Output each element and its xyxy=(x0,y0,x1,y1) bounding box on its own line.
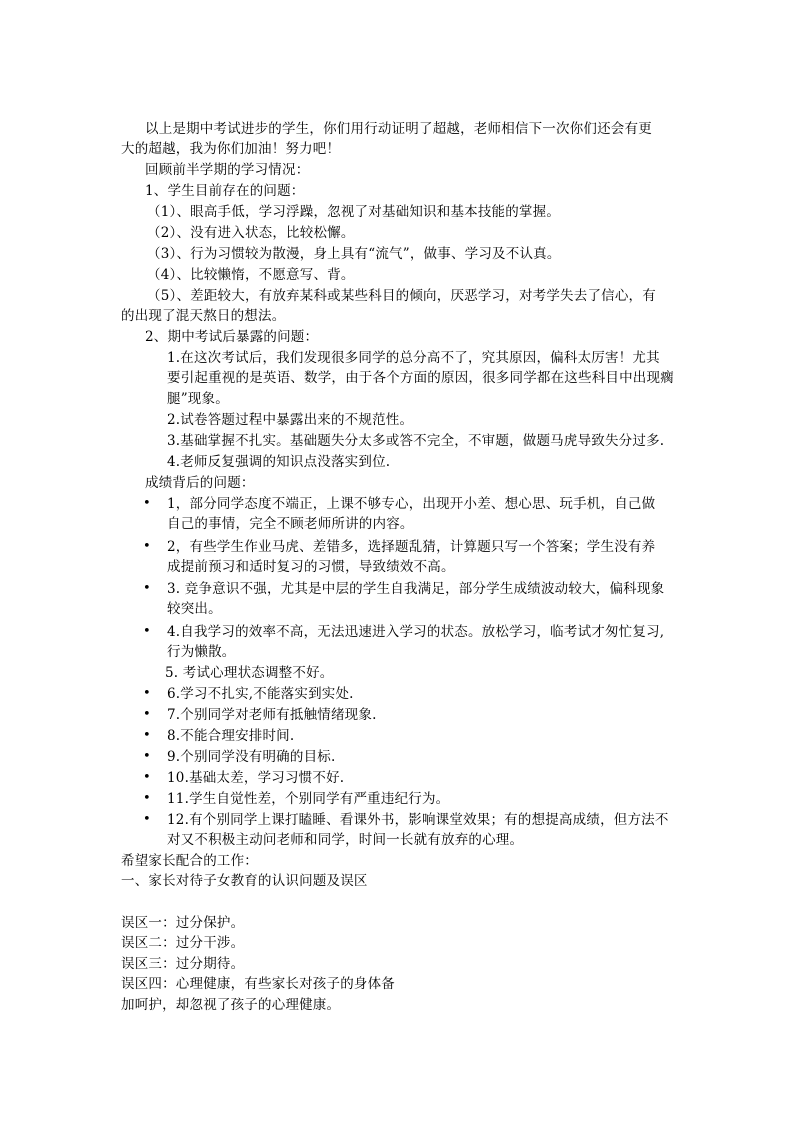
bullet-4-line-1: 4.自我学习的效率不高，无法迅速进入学习的状态。放松学习，临考试才匆忙复习, xyxy=(167,624,665,640)
parents-heading: 希望家长配合的工作： xyxy=(121,853,258,869)
bullet-8: 8.不能合理安排时间. xyxy=(167,728,295,744)
bullet-marker: • xyxy=(143,812,151,827)
intro-line-1: 以上是期中考试进步的学生，你们用行动证明了超越，老师相信下一次你们还会有更 xyxy=(145,121,652,137)
misconception-2: 误区二：过分干涉。 xyxy=(121,935,245,951)
review-heading: 回顾前半学期的学习情况： xyxy=(145,162,310,178)
bullet-marker: • xyxy=(143,496,151,511)
bullet-marker: • xyxy=(143,624,151,639)
bullet-12-line-1: 12.有个别同学上课打瞌睡、看课外书，影响课堂效果；有的想提高成绩，但方法不 xyxy=(167,812,669,828)
parents-subheading: 一、家长对待子女教育的认识问题及误区 xyxy=(121,873,368,889)
bullet-3-line-2: 较突出。 xyxy=(167,601,222,617)
bullet-11: 11.学生自觉性差，个别同学有严重违纪行为。 xyxy=(167,791,450,807)
bullet-10: 10.基础太差，学习习惯不好. xyxy=(167,770,345,786)
section1-item-1: （1）、眼高手低，学习浮躁，忽视了对基础知识和基本技能的掌握。 xyxy=(147,204,561,220)
bullet-4-line-2: 行为懒散。 xyxy=(167,644,236,660)
section2-item-2: 2.试卷答题过程中暴露出来的不规范性。 xyxy=(167,412,414,428)
section2-item-3: 3.基础掌握不扎实。基础题失分太多或答不完全，不审题，做题马虎导致失分过多. xyxy=(167,433,665,449)
bullet-marker: • xyxy=(143,581,151,596)
section2-heading: 2、期中考试后暴露的问题： xyxy=(145,329,319,345)
section2-item-1-line-2: 要引起重视的是英语、数学，由于各个方面的原因，很多同学都在这些科目中出现瘸 xyxy=(167,370,674,386)
bullet-marker: • xyxy=(143,686,151,701)
grades-heading: 成绩背后的问题： xyxy=(145,475,255,491)
section1-item-3: （3）、行为习惯较为散漫，身上具有“流气”，做事、学习及不认真。 xyxy=(147,246,561,262)
misconception-4-line-2: 加呵护，却忽视了孩子的心理健康。 xyxy=(121,997,341,1013)
bullet-7: 7.个别同学对老师有抵触情绪现象. xyxy=(167,707,377,723)
misconception-4-line-1: 误区四：心理健康，有些家长对孩子的身体备 xyxy=(121,976,395,992)
bullet-2-line-2: 成提前预习和适时复习的习惯，导致绩效不高。 xyxy=(167,559,455,575)
item-5: 5. 考试心理状态调整不好。 xyxy=(165,665,334,681)
section1-item-2: （2）、没有进入状态，比较松懈。 xyxy=(147,225,355,241)
bullet-marker: • xyxy=(143,770,151,785)
bullet-12-line-2: 对又不积极主动问老师和同学，时间一长就有放弃的心理。 xyxy=(167,832,524,848)
bullet-marker: • xyxy=(143,707,151,722)
bullet-1-line-2: 自己的事情，完全不顾老师所讲的内容。 xyxy=(167,516,414,532)
bullet-marker: • xyxy=(143,749,151,764)
section1-item-4: （4）、比较懒惰，不愿意写、背。 xyxy=(147,267,355,283)
section1-item-5-line-1: （5）、差距较大，有放弃某科或某些科目的倾向，厌恶学习，对考学失去了信心，有 xyxy=(147,288,656,304)
bullet-marker: • xyxy=(143,728,151,743)
bullet-3-line-1: 3. 竞争意识不强，尤其是中层的学生自我满足，部分学生成绩波动较大，偏科现象 xyxy=(167,581,665,597)
bullet-9: 9.个别同学没有明确的目标. xyxy=(167,749,336,765)
misconception-1: 误区一：过分保护。 xyxy=(121,915,245,931)
bullet-6: 6.学习不扎实,不能落实到实处. xyxy=(167,686,354,702)
section1-heading: 1、学生目前存在的问题： xyxy=(145,183,305,199)
section2-item-1-line-1: 1.在这次考试后，我们发现很多同学的总分高不了，究其原因，偏科太厉害！尤其 xyxy=(167,350,660,366)
bullet-1-line-1: 1，部分同学态度不端正，上课不够专心，出现开小差、想心思、玩手机，自己做 xyxy=(167,496,656,512)
bullet-2-line-1: 2，有些学生作业马虎、差错多，选择题乱猜，计算题只写一个答案；学生没有养 xyxy=(167,539,656,555)
bullet-marker: • xyxy=(143,539,151,554)
intro-line-2: 大的超越，我为你们加油！努力吧！ xyxy=(121,141,341,157)
section2-item-4: 4.老师反复强调的知识点没落实到位. xyxy=(167,454,391,470)
misconception-3: 误区三：过分期待。 xyxy=(121,956,245,972)
section2-item-1-line-3: 腿”现象。 xyxy=(167,391,229,407)
section1-item-5-line-2: 的出现了混天熬日的想法。 xyxy=(121,308,286,324)
bullet-marker: • xyxy=(143,791,151,806)
